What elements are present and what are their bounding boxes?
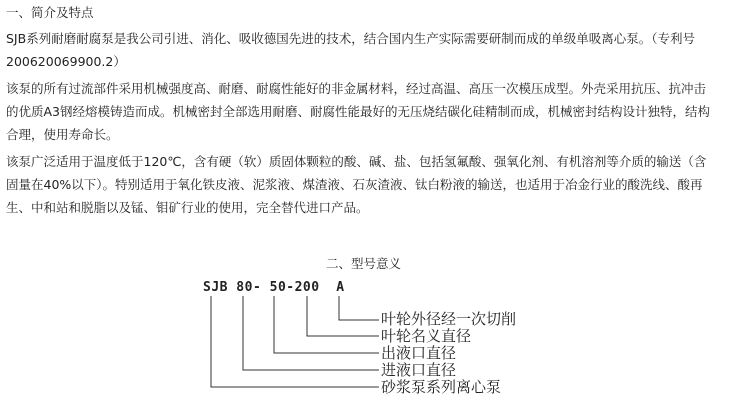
- label-impeller-trim: 叶轮外径经一次切削: [381, 310, 517, 328]
- leader-line-series: [211, 296, 379, 387]
- intro-paragraph-3: 该泵广泛适用于温度低于120℃，含有硬（软）质固体颗粒的酸、碱、盐、包括氢氟酸、强氧化剂、有机溶剂等介质的输送（含固量在40%以下）。特别适用于氧化铁皮液、泥浆液、煤渣液、石灰渣液、钛白粉液的输送，也适用于冶金行业的酸洗线、酸再生、中和站和脱脂以及锰、钼矿行业的使用，完全替代进口产品。: [6, 154, 707, 215]
- label-outlet-diameter: 出液口直径: [381, 344, 457, 362]
- section1-heading: 一、简介及特点: [6, 5, 94, 20]
- model-code: SJB 80- 50-200 A: [203, 280, 345, 295]
- leader-line-outlet: [274, 296, 379, 353]
- leader-line-inlet: [243, 296, 379, 370]
- intro-paragraph-1: SJB系列耐磨耐腐泵是我公司引进、消化、吸收德国先进的技术，结合国内生产实际需要研制而成的单级单吸离心泵。（专利号200620069900.2）: [6, 31, 695, 69]
- leader-line-impeller: [307, 296, 379, 336]
- intro-paragraph-2: 该泵的所有过流部件采用机械强度高、耐磨、耐腐性能好的非金属材料，经过高温、高压一次模压成型。外壳采用抗压、抗冲击的优质A3钢经熔模铸造而成。机械密封全部选用耐磨、耐腐性能最好的无压烧结碳化硅精制而成，机械密封结构设计独特，结构合理，使用寿命长。: [6, 81, 711, 142]
- leader-line-trim: [339, 296, 379, 320]
- section2-heading: 二、型号意义: [326, 256, 402, 271]
- label-inlet-diameter: 进液口直径: [381, 361, 457, 379]
- label-impeller-diameter: 叶轮名义直径: [381, 327, 472, 345]
- label-series: 砂浆泵系列离心泵: [381, 378, 502, 396]
